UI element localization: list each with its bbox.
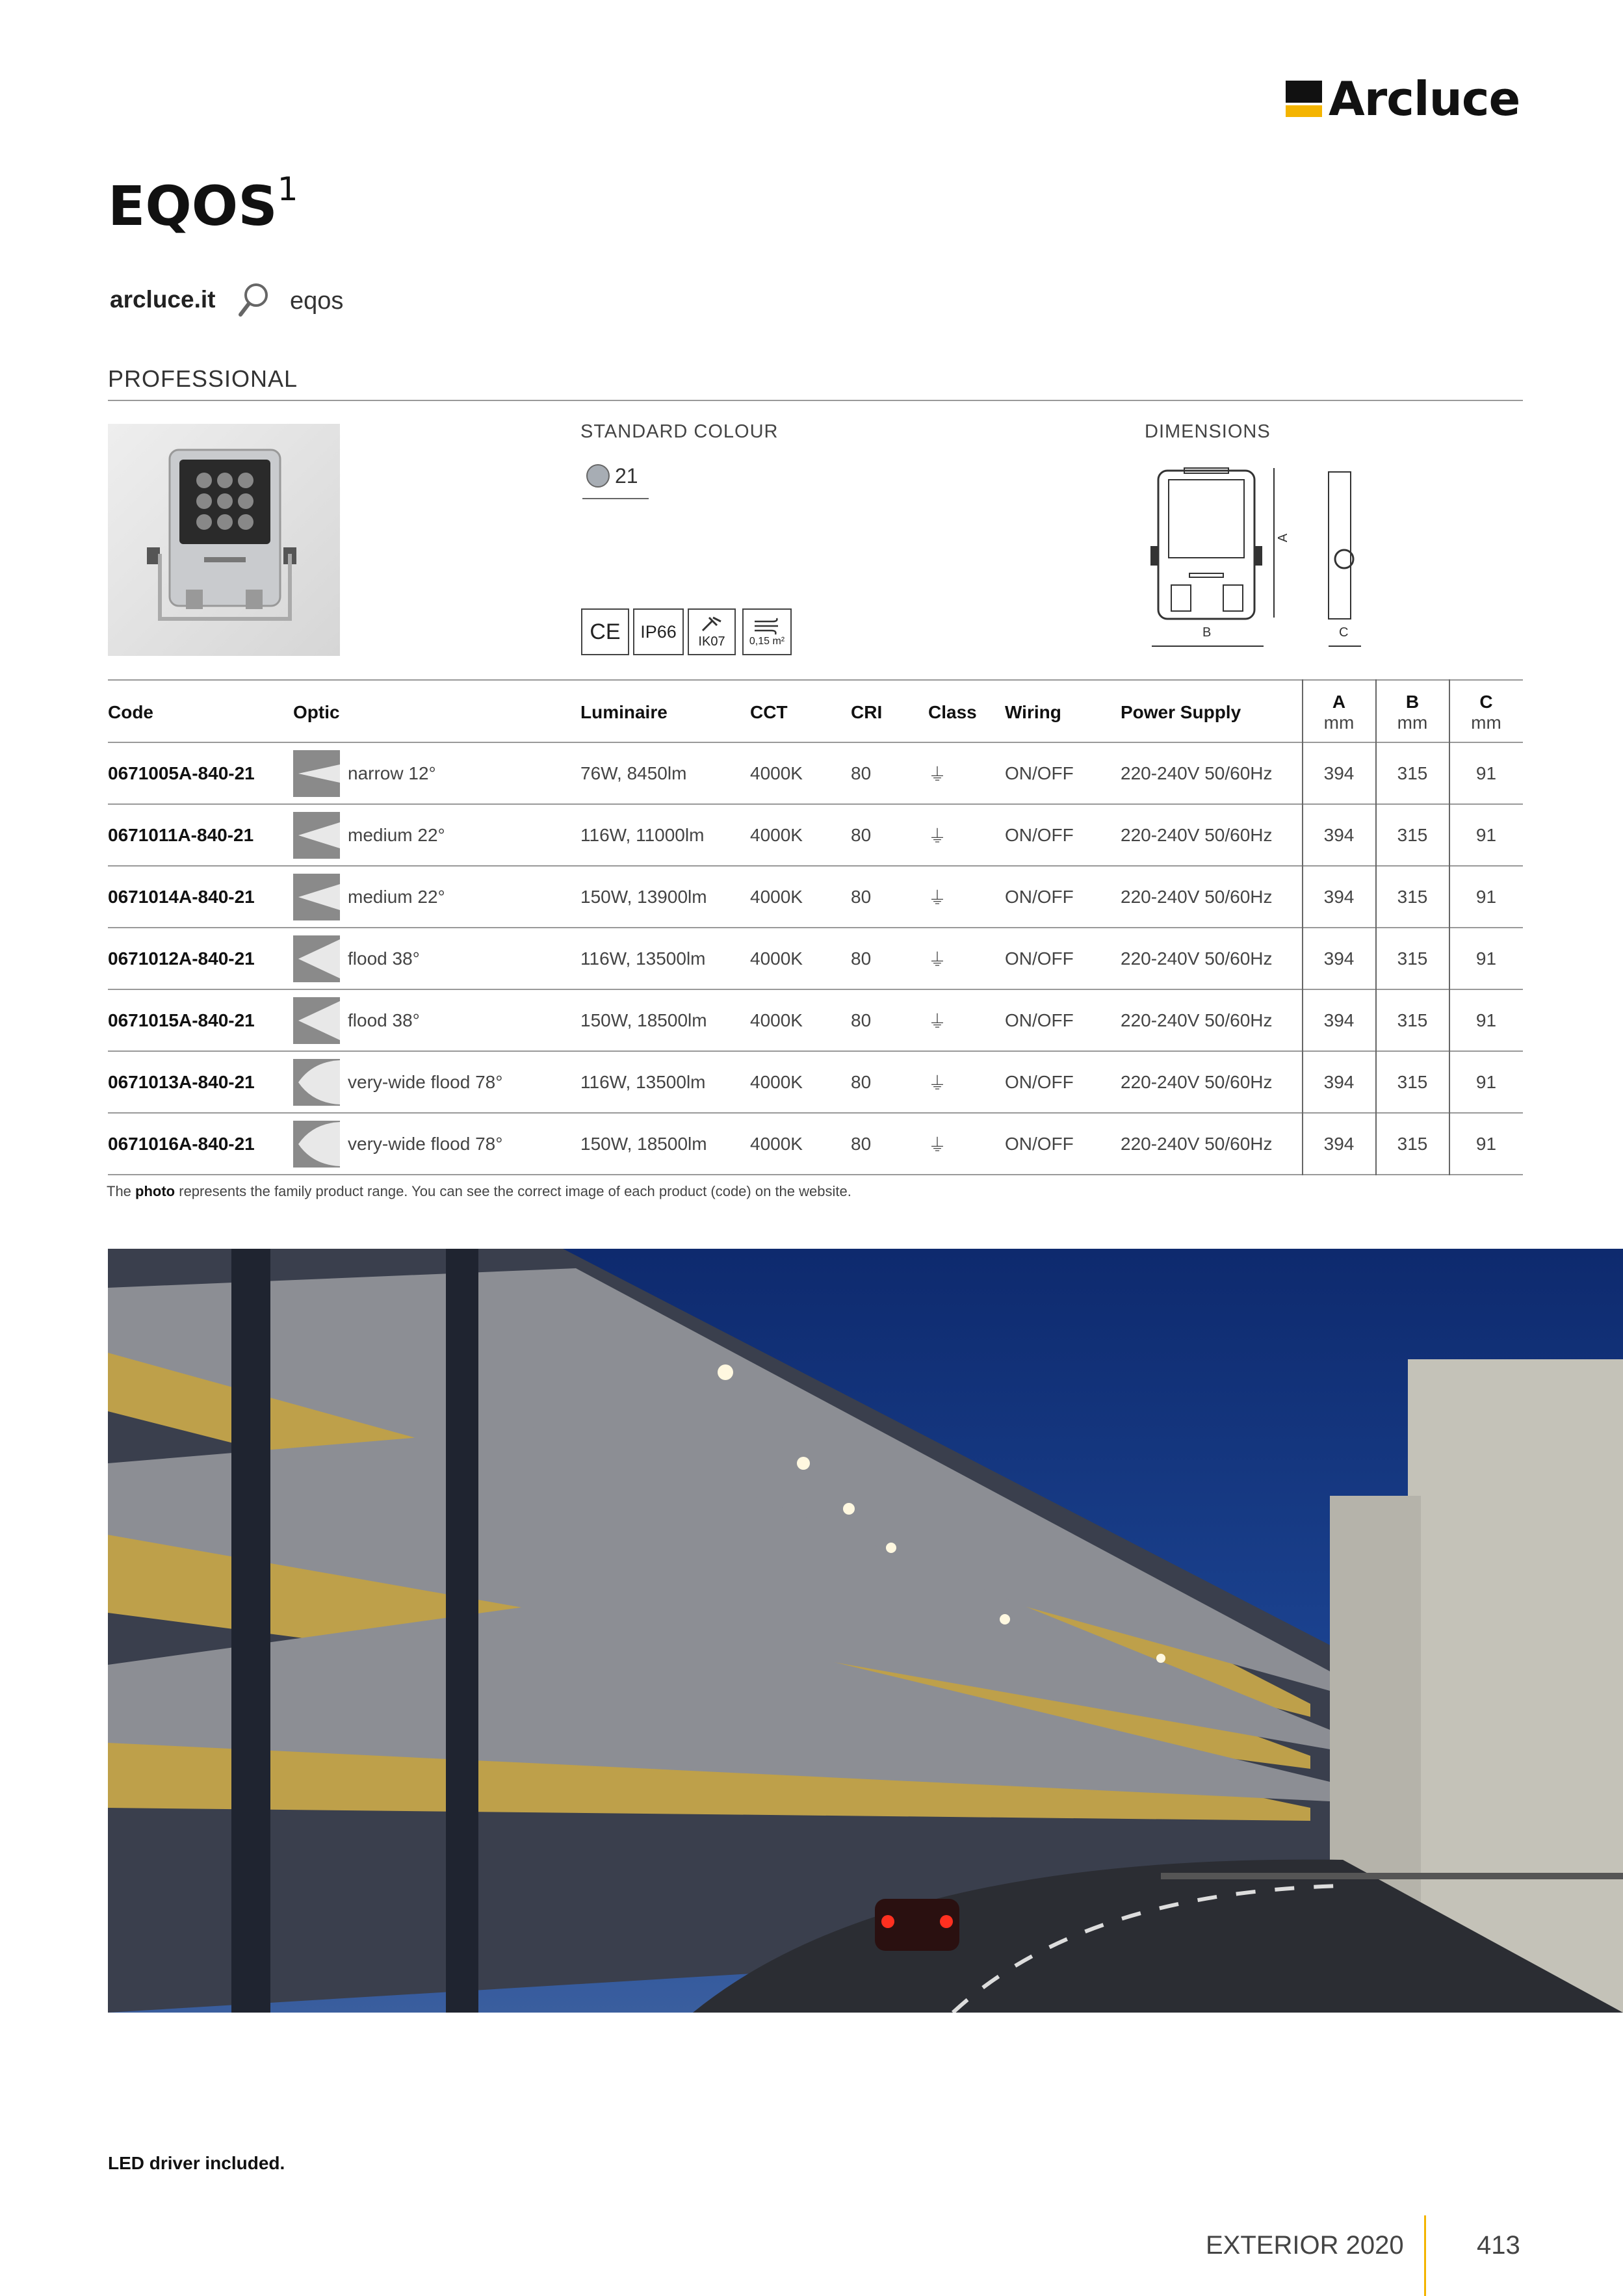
header-class: Class xyxy=(928,702,977,722)
optic-medium-icon xyxy=(293,874,340,920)
cell-c: 91 xyxy=(1475,886,1497,907)
table-row xyxy=(108,866,1523,928)
cell-code: 0671005A-840-21 xyxy=(108,763,255,783)
class-icon: ⏚ xyxy=(928,887,947,908)
cell-b: 315 xyxy=(1397,763,1428,783)
search-term: eqos xyxy=(290,287,344,315)
cell-optic: medium 22° xyxy=(348,886,445,907)
cell-luminaire: 116W, 13500lm xyxy=(580,948,706,969)
cell-a: 394 xyxy=(1323,1133,1355,1154)
cell-luminaire: 116W, 13500lm xyxy=(580,1071,706,1092)
cell-cct: 4000K xyxy=(750,1010,803,1030)
cell-c: 91 xyxy=(1475,948,1497,969)
cell-optic: flood 38° xyxy=(348,948,420,969)
class-icon: ⏚ xyxy=(928,1134,947,1155)
cell-b: 315 xyxy=(1397,948,1428,969)
table-row xyxy=(108,928,1523,989)
section-title: PROFESSIONAL xyxy=(108,365,298,392)
cell-optic: very-wide flood 78° xyxy=(348,1071,503,1092)
cell-code: 0671014A-840-21 xyxy=(108,886,255,907)
header-optic: Optic xyxy=(293,702,340,722)
cell-wiring: ON/OFF xyxy=(1005,886,1074,907)
column-divider xyxy=(1375,679,1377,1175)
cell-optic: flood 38° xyxy=(348,1010,420,1030)
colour-code: 21 xyxy=(615,464,638,488)
cell-wiring: ON/OFF xyxy=(1005,763,1074,783)
product-name: EQOS xyxy=(108,174,278,238)
cell-wiring: ON/OFF xyxy=(1005,1133,1074,1154)
cell-c: 91 xyxy=(1475,1133,1497,1154)
brand-logo xyxy=(1286,73,1520,125)
standard-colour-label: STANDARD COLOUR xyxy=(580,421,779,442)
search-icon xyxy=(237,282,270,319)
class-icon: ⏚ xyxy=(928,826,947,846)
optic-medium-icon xyxy=(293,812,340,859)
cell-cct: 4000K xyxy=(750,948,803,969)
header-b: B mm xyxy=(1397,692,1428,733)
cell-c: 91 xyxy=(1475,1010,1497,1030)
cell-cri: 80 xyxy=(851,948,872,969)
row-divider xyxy=(108,1112,1523,1114)
ce-mark-icon: CE xyxy=(581,608,629,655)
hammer-icon xyxy=(699,615,725,634)
wind-surface-badge: 0,15 m² xyxy=(742,608,792,655)
cell-code: 0671013A-840-21 xyxy=(108,1071,255,1092)
cell-cri: 80 xyxy=(851,1071,872,1092)
header-wiring: Wiring xyxy=(1005,702,1061,722)
colour-underline xyxy=(582,498,649,499)
product-title xyxy=(108,170,298,238)
cell-code: 0671011A-840-21 xyxy=(108,824,254,845)
optic-flood-icon xyxy=(293,935,340,982)
class-icon: ⏚ xyxy=(928,949,947,970)
cell-cri: 80 xyxy=(851,763,872,783)
cell-b: 315 xyxy=(1397,1010,1428,1030)
cell-power: 220-240V 50/60Hz xyxy=(1121,886,1273,907)
dim-c-label: C xyxy=(1339,625,1349,640)
cell-code: 0671016A-840-21 xyxy=(108,1133,255,1154)
row-divider xyxy=(108,1050,1523,1052)
cell-b: 315 xyxy=(1397,1133,1428,1154)
optic-very-wide-flood-icon xyxy=(293,1121,340,1168)
row-divider xyxy=(108,742,1523,743)
wind-icon xyxy=(752,616,782,636)
header-luminaire: Luminaire xyxy=(580,702,668,722)
page-number: 413 xyxy=(1477,2231,1520,2260)
header-cri: CRI xyxy=(851,702,883,722)
cell-wiring: ON/OFF xyxy=(1005,1071,1074,1092)
cell-power: 220-240V 50/60Hz xyxy=(1121,763,1273,783)
cell-power: 220-240V 50/60Hz xyxy=(1121,948,1273,969)
header-power-supply: Power Supply xyxy=(1121,702,1241,722)
optic-flood-icon xyxy=(293,997,340,1044)
header-cct: CCT xyxy=(750,702,788,722)
dimensions-drawing xyxy=(1144,462,1384,650)
cell-a: 394 xyxy=(1323,763,1355,783)
cell-cri: 80 xyxy=(851,1133,872,1154)
footer-divider xyxy=(1424,2215,1426,2296)
product-superscript: 1 xyxy=(277,170,298,208)
table-row xyxy=(108,1051,1523,1113)
driver-note: LED driver included. xyxy=(108,2153,285,2173)
cell-a: 394 xyxy=(1323,886,1355,907)
cell-a: 394 xyxy=(1323,824,1355,845)
row-divider xyxy=(108,865,1523,867)
cell-b: 315 xyxy=(1397,824,1428,845)
cell-code: 0671015A-840-21 xyxy=(108,1010,255,1030)
catalogue-name: EXTERIOR 2020 xyxy=(1206,2231,1404,2260)
optic-very-wide-flood-icon xyxy=(293,1059,340,1106)
photo-note: The photo represents the family product range. You can see the correct image of each product (code) on the website. xyxy=(107,1183,851,1199)
cell-wiring: ON/OFF xyxy=(1005,824,1074,845)
cell-cri: 80 xyxy=(851,886,872,907)
cell-optic: very-wide flood 78° xyxy=(348,1133,503,1154)
cell-optic: medium 22° xyxy=(348,824,445,845)
header-code: Code xyxy=(108,702,153,722)
brand-name: Arcluce xyxy=(1329,72,1520,126)
cell-cct: 4000K xyxy=(750,1133,803,1154)
row-divider xyxy=(108,989,1523,990)
table-top-rule xyxy=(108,679,1523,681)
dimensions-label: DIMENSIONS xyxy=(1145,421,1271,442)
cell-cct: 4000K xyxy=(750,763,803,783)
cell-optic: narrow 12° xyxy=(348,763,436,783)
column-divider xyxy=(1302,679,1303,1175)
cell-code: 0671012A-840-21 xyxy=(108,948,255,969)
cell-power: 220-240V 50/60Hz xyxy=(1121,1133,1273,1154)
cell-luminaire: 76W, 8450lm xyxy=(580,763,687,783)
cell-c: 91 xyxy=(1475,1071,1497,1092)
cell-a: 394 xyxy=(1323,1010,1355,1030)
cell-cri: 80 xyxy=(851,1010,872,1030)
dim-b-label: B xyxy=(1202,625,1212,640)
class-icon: ⏚ xyxy=(928,764,947,785)
cell-power: 220-240V 50/60Hz xyxy=(1121,1071,1273,1092)
cell-power: 220-240V 50/60Hz xyxy=(1121,1010,1273,1030)
cell-power: 220-240V 50/60Hz xyxy=(1121,824,1273,845)
dim-a-label: A xyxy=(1276,533,1291,543)
brand-logo-mark xyxy=(1286,81,1322,117)
colour-swatch xyxy=(586,464,610,488)
column-divider xyxy=(1449,679,1450,1175)
header-c: C mm xyxy=(1471,692,1501,733)
cell-wiring: ON/OFF xyxy=(1005,1010,1074,1030)
table-row xyxy=(108,1113,1523,1175)
class-icon: ⏚ xyxy=(928,1073,947,1093)
ip-rating-badge: IP66 xyxy=(633,608,684,655)
section-divider xyxy=(108,400,1523,401)
row-divider xyxy=(108,803,1523,805)
cell-cct: 4000K xyxy=(750,824,803,845)
cell-cct: 4000K xyxy=(750,1071,803,1092)
cell-a: 394 xyxy=(1323,1071,1355,1092)
cell-cct: 4000K xyxy=(750,886,803,907)
cell-b: 315 xyxy=(1397,886,1428,907)
cell-luminaire: 150W, 18500lm xyxy=(580,1010,707,1030)
optic-narrow-icon xyxy=(293,750,340,797)
table-row xyxy=(108,742,1523,804)
cell-c: 91 xyxy=(1475,763,1497,783)
ik-rating-badge: IK07 xyxy=(688,608,736,655)
cell-b: 315 xyxy=(1397,1071,1428,1092)
class-icon: ⏚ xyxy=(928,1011,947,1032)
cell-cri: 80 xyxy=(851,824,872,845)
cell-wiring: ON/OFF xyxy=(1005,948,1074,969)
header-a: A mm xyxy=(1323,692,1355,733)
cell-luminaire: 150W, 18500lm xyxy=(580,1133,707,1154)
cell-luminaire: 116W, 11000lm xyxy=(580,824,705,845)
website-link[interactable]: arcluce.it xyxy=(110,286,216,313)
cell-a: 394 xyxy=(1323,948,1355,969)
cell-c: 91 xyxy=(1475,824,1497,845)
table-bottom-rule xyxy=(108,1174,1523,1175)
table-row xyxy=(108,804,1523,866)
application-photo xyxy=(108,1249,1623,2013)
table-row xyxy=(108,989,1523,1051)
product-image xyxy=(108,424,340,656)
cell-luminaire: 150W, 13900lm xyxy=(580,886,707,907)
row-divider xyxy=(108,927,1523,928)
